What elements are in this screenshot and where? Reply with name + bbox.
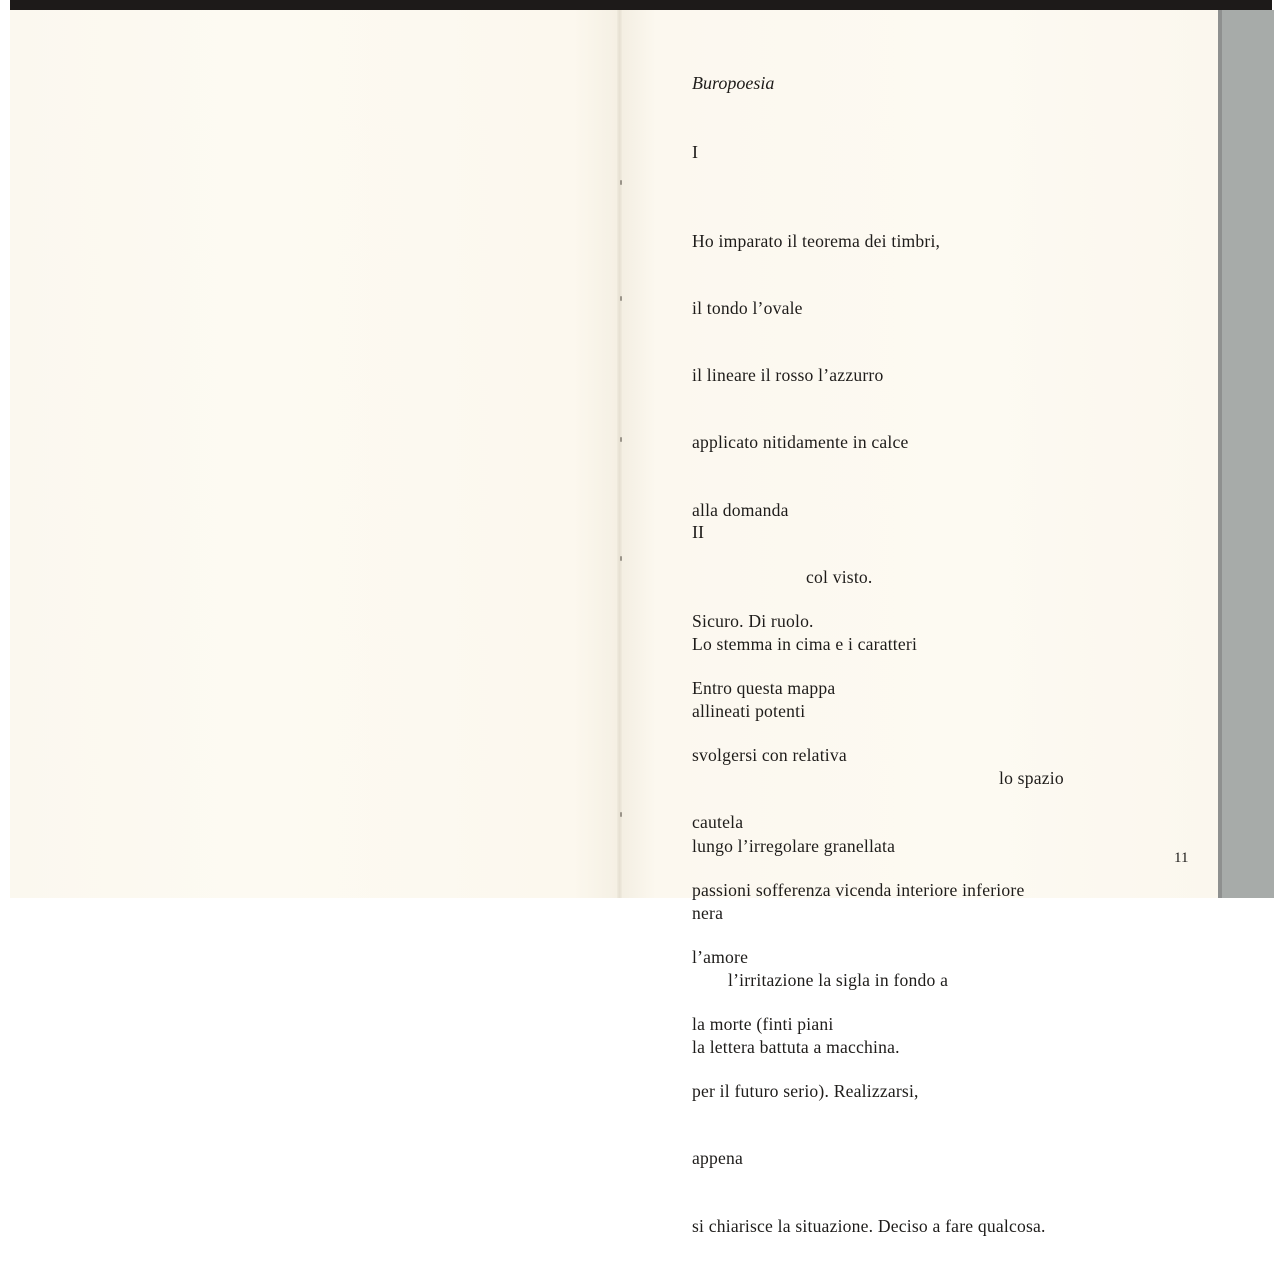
poem-line: la morte (finti piani [692,1014,834,1035]
poem-line: svolgersi con relativa [692,745,847,766]
poem-title: Buropoesia [692,73,775,93]
poem-line: si chiarisce la situazione. Deciso a fare qualcosa. [692,1215,1046,1236]
section-number-1: I [692,142,698,162]
poem-line: nera [692,902,724,923]
left-page-blank [10,10,622,898]
page-edge-shadow [1218,10,1222,898]
poem-line: l’irritazione la sigla in fondo a [728,970,949,991]
poem-line: Entro questa mappa [692,678,836,699]
binding-stitch [620,556,622,561]
poem-line: per il futuro serio). Realizzarsi, [692,1081,919,1102]
poem-line: il lineare il rosso l’azzurro [692,365,884,386]
poem-line: alla domanda [692,499,789,520]
poem-line: Lo stemma in cima e i caratteri [692,634,918,655]
poem-line: allineati potenti [692,701,806,722]
poem-line: Ho imparato il teorema dei timbri, [692,230,941,251]
poem-line: col visto. [806,566,873,587]
binding-stitch [620,812,622,817]
binding-stitch [620,180,622,185]
poem-line: appena [692,1148,744,1169]
section-2-lines [692,565,1046,1282]
poem-line: l’amore [692,946,749,967]
poem-line: lo spazio [999,768,1064,789]
scanner-background [1218,10,1274,898]
poem-line: Sicuro. Di ruolo. [692,610,814,631]
section-number-2: II [692,522,704,542]
binding-stitch [620,437,622,442]
book-gutter [617,10,622,898]
poem-line: lungo l’irregolare granellata [692,835,896,856]
binding-stitch [620,296,622,301]
poem-line: cautela [692,812,744,833]
poem-line: passioni sofferenza vicenda interiore inferiore [692,879,1025,900]
poem-line: applicato nitidamente in calce [692,432,909,453]
poem-line: il tondo l’ovale [692,298,803,319]
poem-line: la lettera battuta a macchina. [692,1037,900,1058]
page-number: 11 [1174,850,1189,866]
